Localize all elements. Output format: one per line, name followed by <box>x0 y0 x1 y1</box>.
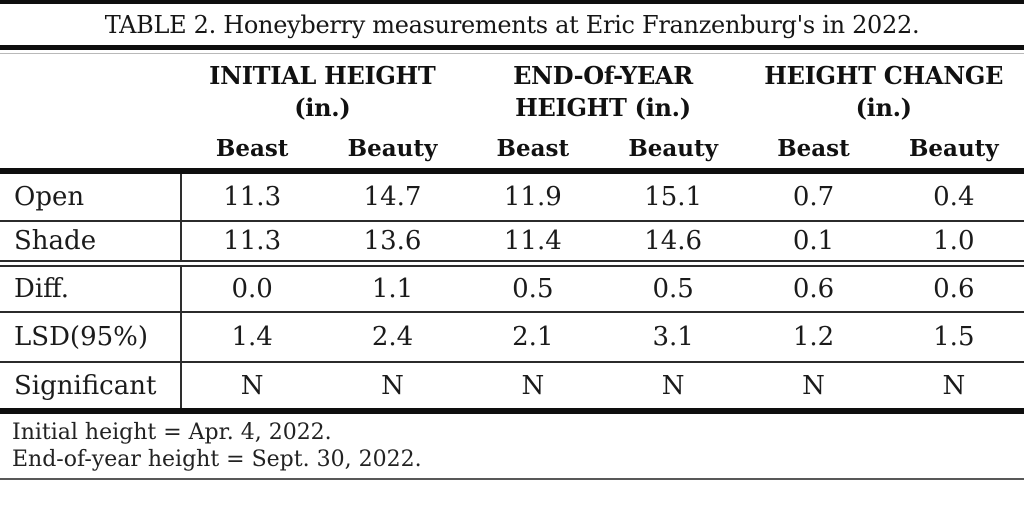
table-row <box>0 313 1024 363</box>
table-cell: 0.0 <box>231 274 273 304</box>
sub-column-header: Beauty <box>908 134 999 162</box>
column-group-initial-height <box>182 60 463 124</box>
table-cell: 0.7 <box>792 182 835 212</box>
table-cell: 2.1 <box>512 322 554 352</box>
table-cell: 1.5 <box>933 322 975 352</box>
table-cell: 0.5 <box>652 274 694 304</box>
table-cell: 1.1 <box>371 274 414 304</box>
row-label: LSD(95%) <box>0 313 182 361</box>
row-label: Diff. <box>0 267 182 311</box>
column-group-label-line: INITIAL HEIGHT <box>209 61 436 90</box>
row-label: Significant <box>0 363 182 408</box>
table-cell: 0.5 <box>512 274 554 304</box>
column-group-label-line: (in.) <box>855 93 912 122</box>
sub-column-header: Beast <box>215 134 289 162</box>
footnote-end-of-year-height: End-of-year height = Sept. 30, 2022. <box>12 447 422 472</box>
row-label: Shade <box>0 222 182 260</box>
table-row <box>0 174 1024 222</box>
table-cell: 15.1 <box>644 182 703 212</box>
footnote-initial-height: Initial height = Apr. 4, 2022. <box>12 420 332 445</box>
table-cell: 0.6 <box>792 274 835 304</box>
title-rule-thick <box>0 45 1024 50</box>
table-row <box>0 222 1024 267</box>
column-group-header-row <box>0 54 1024 130</box>
table-cell: 1.0 <box>933 226 975 256</box>
table-cell: 14.7 <box>363 182 422 212</box>
table-cell: N <box>381 370 404 401</box>
table-cell: 11.9 <box>503 182 562 212</box>
column-group-label-line: END-Of-YEAR <box>513 61 693 90</box>
table-cell: N <box>942 370 966 401</box>
row-label: Open <box>0 174 182 220</box>
table-cell: 1.4 <box>231 322 273 352</box>
column-group-height-change <box>743 60 1024 124</box>
table-cell: 0.6 <box>933 274 975 304</box>
sub-column-header-row <box>0 130 1024 168</box>
table-cell: N <box>240 370 264 401</box>
sub-column-header: Beast <box>777 134 850 162</box>
sub-column-header: Beauty <box>628 134 718 162</box>
table-cell: N <box>521 370 545 401</box>
table-title: TABLE 2. Honeyberry measurements at Eric Franzenburg's in 2022. <box>104 10 920 39</box>
table-cell: 11.3 <box>223 226 282 256</box>
column-group-label-line: (in.) <box>294 93 351 122</box>
table-cell: 0.4 <box>933 182 975 212</box>
table-row <box>0 267 1024 313</box>
table-cell: 0.1 <box>792 226 835 256</box>
table-cell: 3.1 <box>652 322 694 352</box>
table-cell: 13.6 <box>363 226 422 256</box>
column-group-label-line: HEIGHT (in.) <box>515 93 691 122</box>
footnotes <box>0 414 1024 473</box>
column-group-label-line: HEIGHT CHANGE <box>764 61 1004 90</box>
table-cell: N <box>661 370 685 401</box>
table-cell: 1.2 <box>792 322 835 352</box>
table-cell: 14.6 <box>644 226 703 256</box>
sub-column-header: Beauty <box>347 134 438 162</box>
table-cell: N <box>802 370 825 401</box>
column-group-end-of-year-height <box>463 60 744 124</box>
table-cell: 2.4 <box>371 322 414 352</box>
table-cell: 11.4 <box>503 226 562 256</box>
table-row <box>0 363 1024 408</box>
sub-column-header: Beast <box>496 134 570 162</box>
table-cell: 11.3 <box>223 182 282 212</box>
bottom-thin-rule <box>0 478 1024 480</box>
